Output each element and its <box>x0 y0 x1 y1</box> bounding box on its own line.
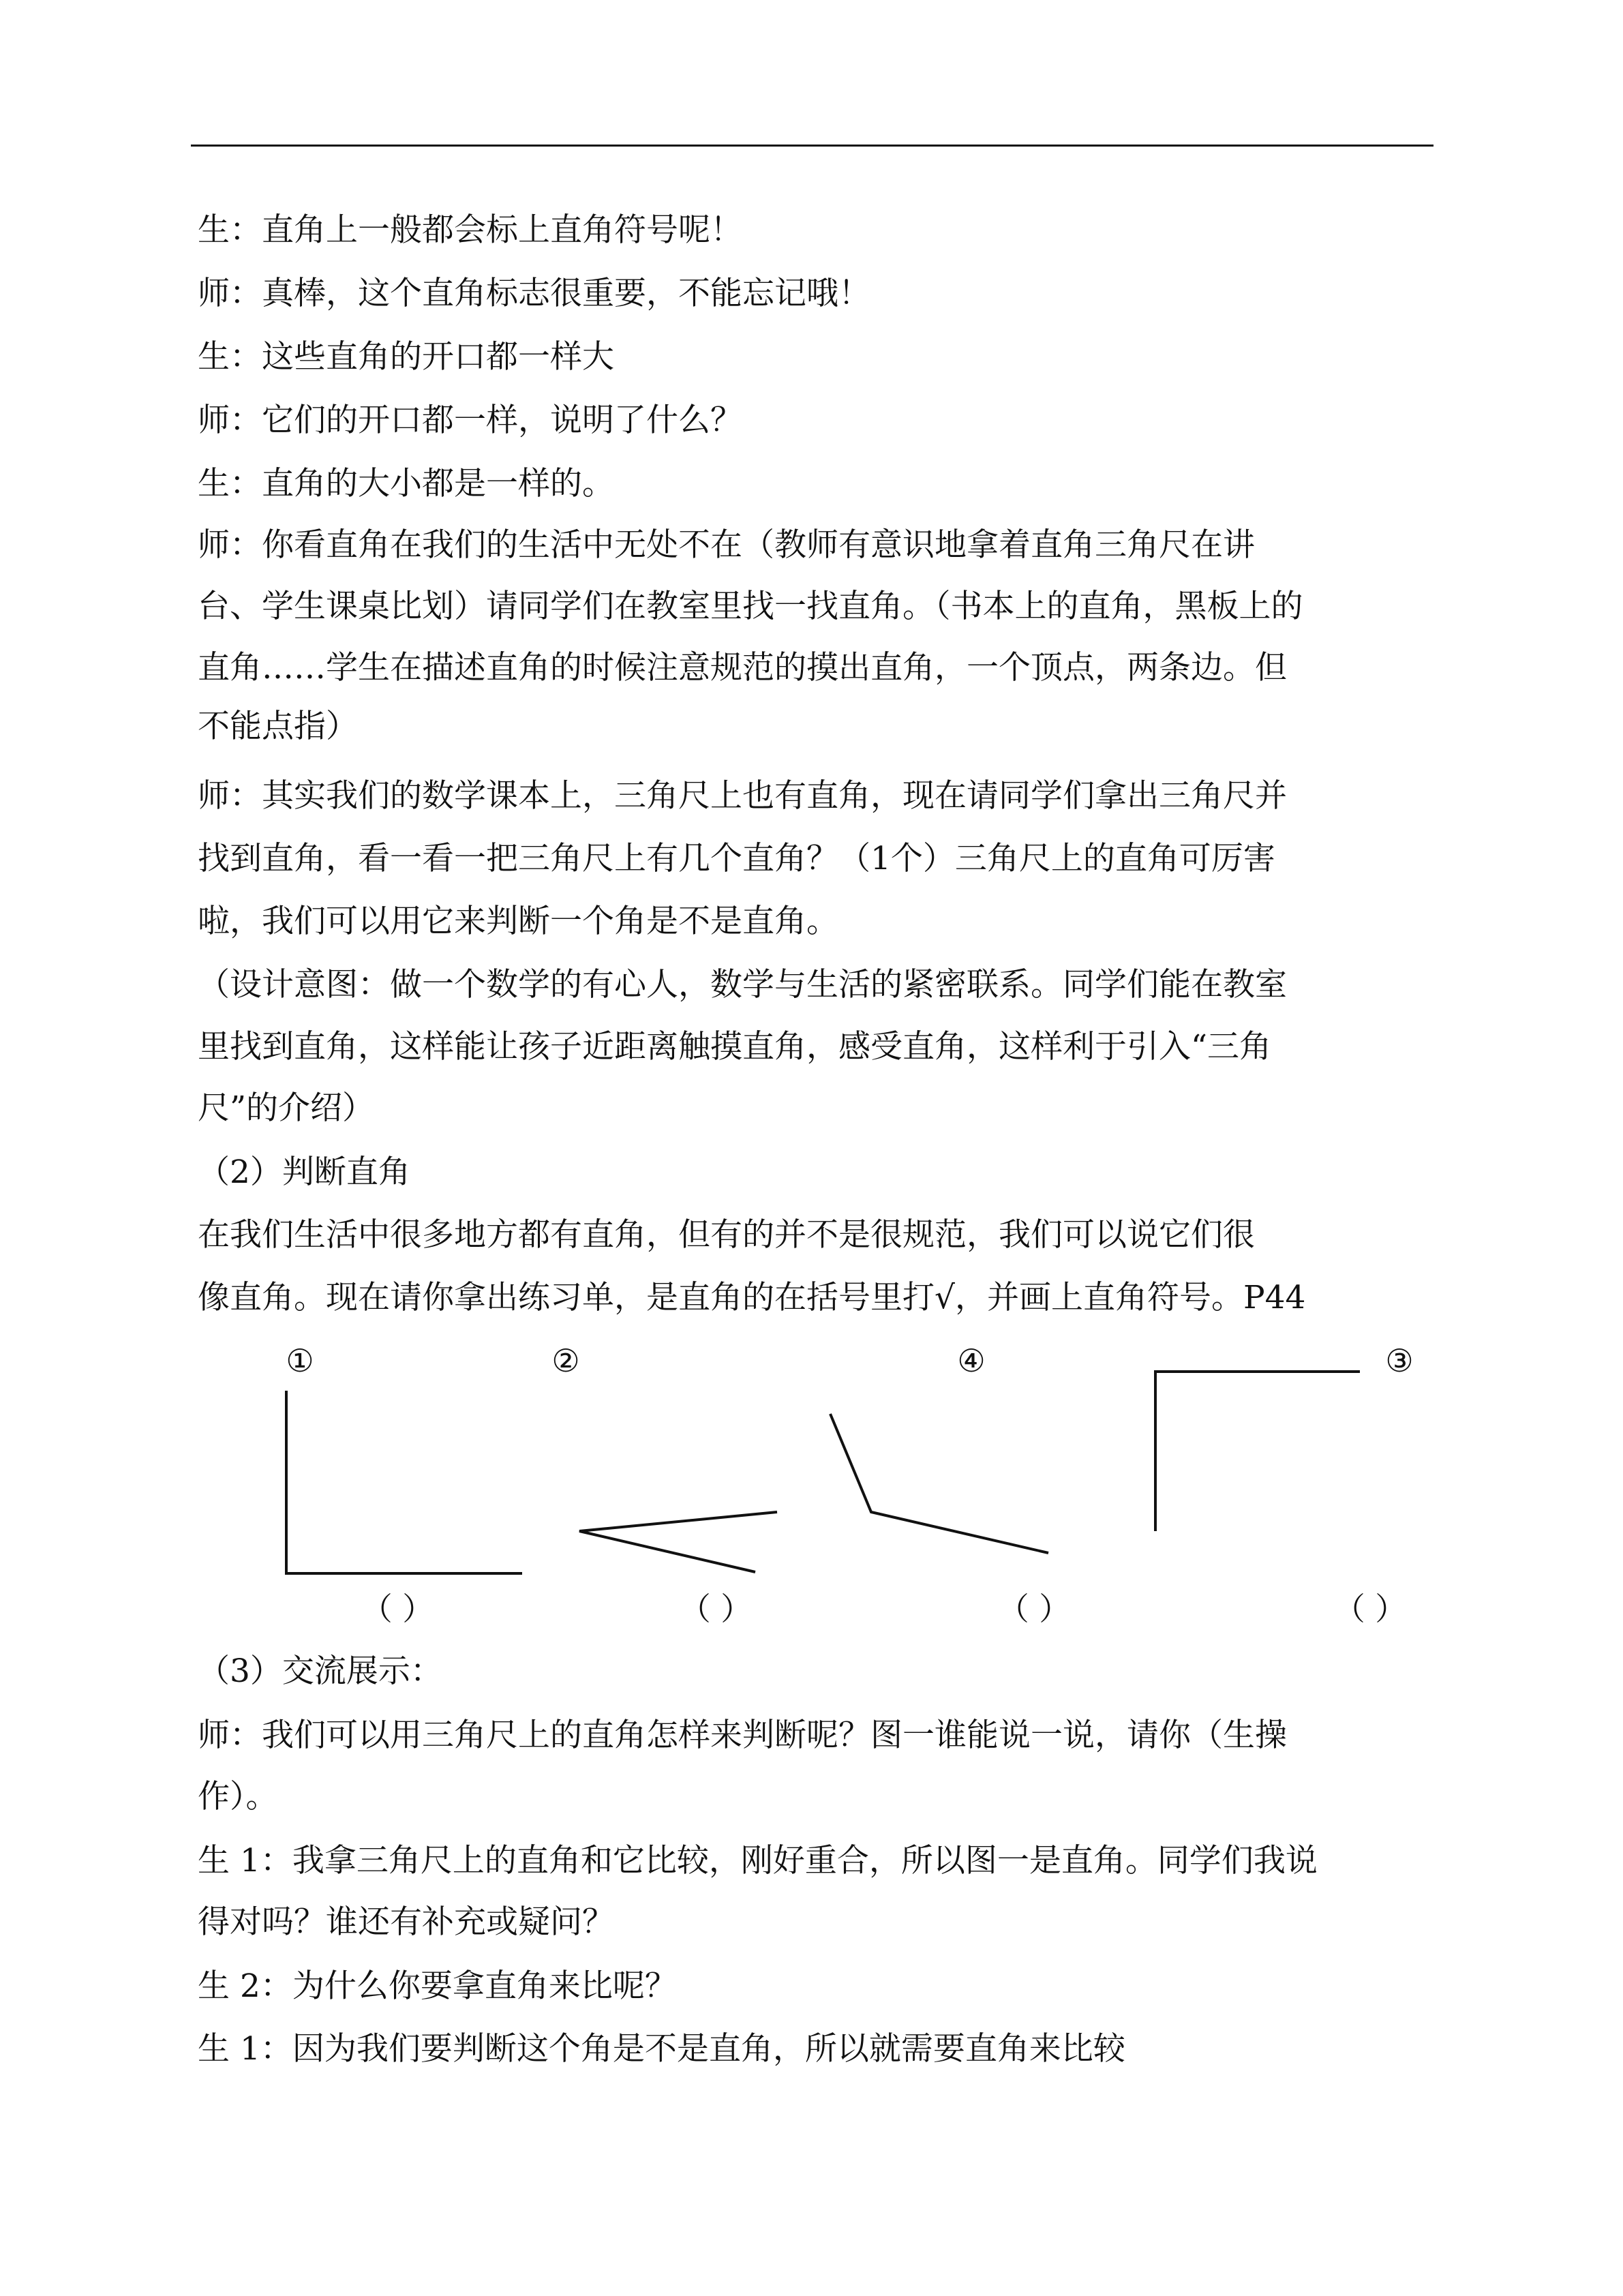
answer-bracket-3[interactable]: （ ） <box>997 1590 1071 1627</box>
text-line: 师：其实我们的数学课本上，三角尺上也有直角，现在请同学们拿出三角尺并 <box>198 777 1287 815</box>
text-line: 生：直角上一般都会标上直角符号呢！ <box>198 211 742 249</box>
text-line: 师：你看直角在我们的生活中无处不在（教师有意识地拿着直角三角尺在讲 <box>198 526 1255 564</box>
text-line: 师：真棒，这个直角标志很重要，不能忘记哦！ <box>198 275 870 312</box>
text-line: 台、学生课桌比划）请同学们在教室里找一找直角。（书本上的直角，黑板上的 <box>198 588 1303 625</box>
answer-bracket-1[interactable]: （ ） <box>361 1590 434 1627</box>
text-line: （设计意图：做一个数学的有心人，数学与生活的紧密联系。同学们能在教室 <box>198 966 1287 1003</box>
angle-label-3: ③ <box>1385 1342 1414 1379</box>
answer-bracket-2[interactable]: （ ） <box>679 1590 753 1627</box>
text-line: 在我们生活中很多地方都有直角，但有的并不是很规范，我们可以说它们很 <box>198 1216 1255 1254</box>
text-line: 生 1：因为我们要判断这个角是不是直角，所以就需要直角来比较 <box>198 2030 1125 2068</box>
text-line: 啦，我们可以用它来判断一个角是不是直角。 <box>198 903 838 940</box>
angle-label-4: ④ <box>957 1342 986 1379</box>
text-line: 生 1：我拿三角尺上的直角和它比较，刚好重合，所以图一是直角。同学们我说 <box>198 1842 1318 1879</box>
text-line: 生 2：为什么你要拿直角来比呢？ <box>198 1967 677 2005</box>
text-line: 找到直角，看一看一把三角尺上有几个直角？（1个）三角尺上的直角可厉害 <box>198 840 1275 877</box>
text-line: 师：我们可以用三角尺上的直角怎样来判断呢？图一谁能说一说，请你（生操 <box>198 1717 1287 1754</box>
answer-bracket-4[interactable]: （ ） <box>1333 1590 1407 1627</box>
text-line: 得对吗？谁还有补充或疑问？ <box>198 1903 614 1941</box>
text-line: 直角……学生在描述直角的时候注意规范的摸出直角，一个顶点，两条边。但 <box>198 649 1287 686</box>
text-line: 师：它们的开口都一样，说明了什么？ <box>198 402 742 439</box>
angle-label-2: ② <box>551 1342 580 1379</box>
text-line: （2）判断直角 <box>198 1153 410 1191</box>
text-line: 里找到直角，这样能让孩子近距离触摸直角，感受直角，这样利于引入“三角 <box>198 1028 1272 1066</box>
angle-4-shape <box>830 1414 1048 1553</box>
angle-1-shape <box>286 1391 522 1573</box>
text-line: 不能点指） <box>198 708 358 745</box>
angle-2-shape <box>579 1512 777 1572</box>
text-line: 像直角。现在请你拿出练习单，是直角的在括号里打√，并画上直角符号。P44 <box>198 1279 1306 1316</box>
text-line: （3）交流展示： <box>198 1652 442 1690</box>
text-line: 生：直角的大小都是一样的。 <box>198 465 614 502</box>
text-line: 作）。 <box>198 1778 278 1815</box>
angle-3-shape <box>1155 1372 1360 1531</box>
angle-label-1: ① <box>286 1342 314 1379</box>
text-line: 尺”的介绍） <box>198 1089 375 1127</box>
text-line: 生：这些直角的开口都一样大 <box>198 338 614 376</box>
